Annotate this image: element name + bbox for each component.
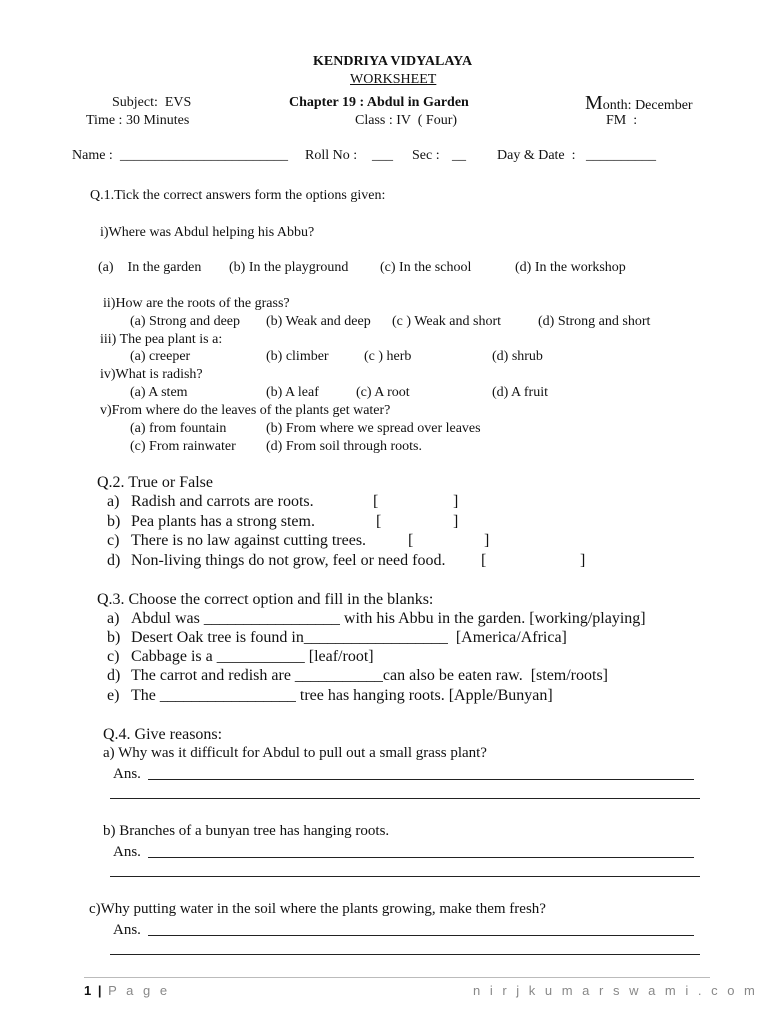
- q1-v-question: v)From where do the leaves of the plants get water?: [100, 403, 391, 418]
- q1-iv-option-c[interactable]: (c) A root: [356, 385, 410, 400]
- q1-v-option-d[interactable]: (d) From soil through roots.: [266, 439, 422, 454]
- q1-i-option-d[interactable]: (d) In the workshop: [515, 260, 626, 275]
- q1-iv-question: iv)What is radish?: [100, 367, 203, 382]
- q4-a-question: a) Why was it difficult for Abdul to pull out a small grass plant?: [103, 745, 487, 761]
- time: Time : 30 Minutes: [86, 113, 190, 128]
- page-number: 1: [84, 983, 92, 998]
- q1-iv-option-a[interactable]: (a) A stem: [130, 385, 188, 400]
- q1-iii-option-d[interactable]: (d) shrub: [492, 349, 543, 364]
- q3-e-label: e): [107, 687, 120, 704]
- q2-title: Q.2. True or False: [97, 474, 214, 491]
- q2-b-bracket-close: ]: [453, 513, 459, 530]
- q2-d-bracket-close: ]: [580, 552, 586, 569]
- month: [585, 92, 693, 115]
- q1-iv-option-b[interactable]: (b) A leaf: [266, 385, 319, 400]
- section-label: Sec :: [412, 148, 440, 163]
- q4-a-ans-label: Ans.: [113, 766, 141, 782]
- q2-a-bracket-open: [: [373, 493, 379, 510]
- q2-b-label: b): [107, 513, 121, 530]
- page-separator: |: [97, 983, 102, 998]
- q1-i-option-b[interactable]: (b) In the playground: [229, 260, 349, 275]
- q3-a-label: a): [107, 610, 120, 627]
- q2-b-text: Pea plants has a strong stem.: [131, 513, 315, 530]
- q2-a-bracket-close: ]: [453, 493, 459, 510]
- footer-site: n i r j k u m a r s w a m i . c o m: [473, 983, 758, 998]
- q3-a-text: Abdul was _________________ with his Abbu in the garden. [working/playing]: [131, 610, 646, 627]
- q2-d-bracket-open: [: [481, 552, 487, 569]
- q2-c-text: There is no law against cutting trees.: [131, 532, 367, 549]
- q2-a-label: a): [107, 493, 120, 510]
- page-word: P a g e: [108, 983, 171, 998]
- q4-a-answer-line-2[interactable]: [110, 798, 700, 799]
- q4-b-answer-line-2[interactable]: [110, 876, 700, 877]
- q4-b-answer-line-1[interactable]: [148, 857, 694, 858]
- q1-iii-option-c[interactable]: (c ) herb: [364, 349, 412, 364]
- q1-i-option-c[interactable]: (c) In the school: [380, 260, 472, 275]
- q2-c-bracket-open: [: [408, 532, 414, 549]
- q1-v-option-a[interactable]: (a) from fountain: [130, 421, 227, 436]
- q2-c-label: c): [107, 532, 120, 549]
- q4-c-question: c)Why putting water in the soil where the plants growing, make them fresh?: [89, 901, 546, 917]
- q3-b-label: b): [107, 629, 121, 646]
- name-label: Name :: [72, 148, 113, 163]
- q4-a-answer-line-1[interactable]: [148, 779, 694, 780]
- school-name: KENDRIYA VIDYALAYA: [313, 54, 473, 69]
- q2-d-label: d): [107, 552, 121, 569]
- class-info: Class : IV ( Four): [355, 113, 458, 128]
- section-blank[interactable]: __: [452, 148, 466, 163]
- q4-c-answer-line-1[interactable]: [148, 935, 694, 936]
- name-blank[interactable]: ________________________: [120, 148, 288, 163]
- q1-i-question: i)Where was Abdul helping his Abbu?: [100, 225, 315, 240]
- q1-iii-option-a[interactable]: (a) creeper: [130, 349, 191, 364]
- q4-c-ans-label: Ans.: [113, 922, 141, 938]
- q1-ii-option-d[interactable]: (d) Strong and short: [538, 314, 651, 329]
- q1-title: Q.1.Tick the correct answers form the options given:: [90, 188, 386, 203]
- q1-ii-option-a[interactable]: (a) Strong and deep: [130, 314, 241, 329]
- q3-c-label: c): [107, 648, 120, 665]
- q3-d-text: The carrot and redish are ___________can also be eaten raw. [stem/roots]: [131, 667, 609, 684]
- full-marks: FM :: [606, 113, 638, 128]
- chapter-title: Chapter 19 : Abdul in Garden: [289, 95, 469, 110]
- q2-c-bracket-close: ]: [484, 532, 490, 549]
- q1-ii-question: ii)How are the roots of the grass?: [103, 296, 290, 311]
- q1-ii-option-b[interactable]: (b) Weak and deep: [266, 314, 371, 329]
- q2-b-bracket-open: [: [376, 513, 382, 530]
- subject: Subject: EVS: [112, 95, 192, 110]
- q4-b-question: b) Branches of a bunyan tree has hanging roots.: [103, 823, 390, 839]
- q1-v-option-b[interactable]: (b) From where we spread over leaves: [266, 421, 481, 436]
- roll-blank[interactable]: ___: [372, 148, 393, 163]
- q3-title: Q.3. Choose the correct option and fill in the blanks:: [97, 591, 434, 608]
- q3-c-text: Cabbage is a ___________ [leaf/root]: [131, 648, 374, 665]
- document-type: WORKSHEET: [350, 72, 437, 87]
- roll-label: Roll No :: [305, 148, 358, 163]
- month-rest: onth: December: [602, 98, 693, 113]
- q4-b-ans-label: Ans.: [113, 844, 141, 860]
- q4-title: Q.4. Give reasons:: [103, 726, 223, 743]
- footer-rule: [84, 977, 710, 978]
- q3-b-text: Desert Oak tree is found in__________________ [America/Africa]: [131, 629, 567, 646]
- q1-ii-option-c[interactable]: (c ) Weak and short: [392, 314, 502, 329]
- footer-page: [84, 983, 170, 998]
- q1-iii-question: iii) The pea plant is a:: [100, 332, 223, 347]
- q4-c-answer-line-2[interactable]: [110, 954, 700, 955]
- q2-a-text: Radish and carrots are roots.: [131, 493, 314, 510]
- q1-i-option-a[interactable]: (a) In the garden: [98, 260, 202, 275]
- q1-iii-option-b[interactable]: (b) climber: [266, 349, 329, 364]
- q3-d-label: d): [107, 667, 121, 684]
- q2-d-text: Non-living things do not grow, feel or need food.: [131, 552, 446, 569]
- q1-v-option-c[interactable]: (c) From rainwater: [130, 439, 236, 454]
- q3-e-text: The _________________ tree has hanging roots. [Apple/Bunyan]: [131, 687, 553, 704]
- q1-iv-option-d[interactable]: (d) A fruit: [492, 385, 548, 400]
- date-label: Day & Date :: [497, 148, 576, 163]
- month-initial: M: [585, 92, 603, 114]
- date-blank[interactable]: __________: [586, 148, 656, 163]
